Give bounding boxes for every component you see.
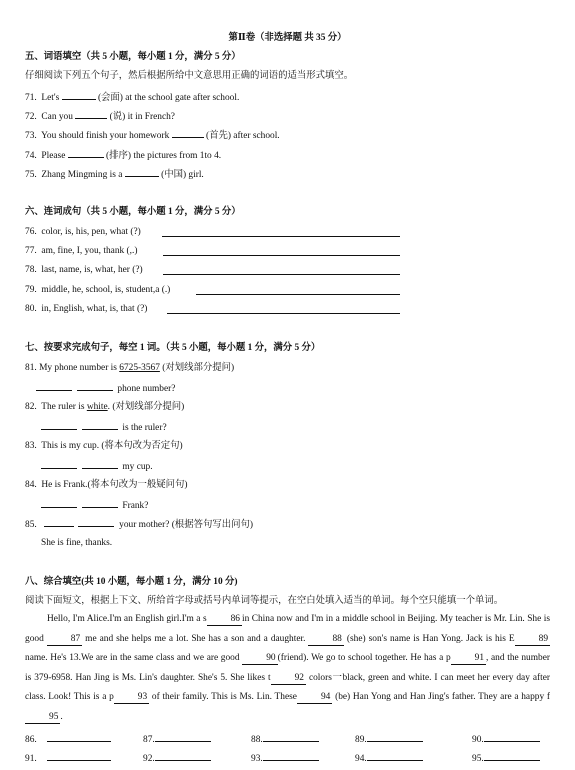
- question-72: 72. Can you (说) it in French?: [25, 109, 175, 123]
- question-79: 79. middle, he, school, is, student,a (.): [25, 285, 171, 295]
- answer-82: is the ruler?: [41, 420, 167, 434]
- answer-line-80[interactable]: [167, 313, 400, 314]
- answer-blank-83a[interactable]: [41, 459, 77, 469]
- answer-slot-91[interactable]: 91.: [25, 751, 111, 765]
- answer-blank-71[interactable]: [62, 90, 96, 100]
- section-6-title: 六、连词成句（共 5 小题，每小题 1 分，满分 5 分）: [25, 207, 241, 217]
- question-82: 82. The ruler is white. (对划线部分提问): [25, 402, 185, 412]
- answer-blank-85b[interactable]: [78, 517, 114, 527]
- cloze-passage: Hello, I'm Alice.I'm an English girl.I'm a s 86 in China now and I'm in a middle school in Beijing. My teacher is Mr. Lin. She is good 87 me and she helps me a lot. She has a son and a daughter. 88 (she) son's name is Han Yong. Jack is his E 89 name. He's 13.We are in the same class and we are good 90 (friend). We go to school together. He has a p 91 , and the number is 379-6958. Han Jing is Ms. Lin's daughter. She's 5. She likes t 92 colors一black, green and white. I can meet her every day after class. Look! This is a p 93 of their family. This is Ms. Lin. These 94 (be) Han Yong and Han Jing's father. They are a happy f95 .: [25, 614, 551, 722]
- answer-83: my cup.: [41, 459, 153, 473]
- answer-blank-81a[interactable]: [36, 381, 72, 391]
- answer-blank-84a[interactable]: [41, 498, 77, 508]
- answer-blank-82a[interactable]: [41, 420, 77, 430]
- question-85: 85. your mother? (根据答句写出问句): [25, 517, 253, 531]
- reply-85: She is fine, thanks.: [41, 538, 113, 548]
- answer-slot-93[interactable]: 93.: [251, 751, 319, 765]
- section-8-title: 八、综合填空(共 10 小题，每小题 1 分，满分 10 分): [25, 577, 238, 587]
- cloze-blank-93[interactable]: 93: [114, 691, 149, 704]
- answer-slot-95[interactable]: 95.: [472, 751, 540, 765]
- section-7-title: 七、按要求完成句子，每空 1 词。（共 5 小题，每小题 1 分，满分 5 分）: [25, 343, 321, 353]
- answer-blank-84b[interactable]: [82, 498, 118, 508]
- question-84: 84. He is Frank.(将本句改为一般疑问句): [25, 480, 188, 490]
- section-8-instruction: 阅读下面短文，根据上下文、所给首字母或括号内单词等提示，在空白处填入适当的单词。每个空只能填一个单词。: [25, 596, 504, 606]
- cloze-blank-92[interactable]: 92: [271, 672, 306, 685]
- answer-slot-94[interactable]: 94.: [355, 751, 423, 765]
- question-81: 81. My phone number is 6725-3567 (对划线部分提问): [25, 363, 235, 373]
- answer-blank-74[interactable]: [68, 148, 104, 158]
- answer-line-77[interactable]: [163, 255, 400, 256]
- question-73: 73. You should finish your homework (首先) after school.: [25, 128, 280, 142]
- cloze-blank-91[interactable]: 91: [451, 652, 486, 665]
- answer-blank-73[interactable]: [172, 128, 204, 138]
- question-78: 78. last, name, is, what, her (?): [25, 265, 143, 275]
- cloze-blank-90[interactable]: 90: [242, 652, 277, 665]
- answer-slot-90[interactable]: 90.: [472, 732, 540, 746]
- answer-blank-82b[interactable]: [82, 420, 118, 430]
- answer-line-76[interactable]: [162, 236, 400, 237]
- question-76: 76. color, is, his, pen, what (?): [25, 227, 141, 237]
- answer-81: phone number?: [36, 381, 175, 395]
- answer-84: Frank?: [41, 498, 148, 512]
- answer-line-78[interactable]: [163, 274, 400, 275]
- section-5-title: 五、词语填空（共 5 小题，每小题 1 分，满分 5 分）: [25, 52, 241, 62]
- question-77: 77. am, fine, I, you, thank (,.): [25, 246, 138, 256]
- answer-blank-83b[interactable]: [82, 459, 118, 469]
- answer-blank-85a[interactable]: [44, 517, 74, 527]
- cloze-blank-87[interactable]: 87: [47, 633, 82, 646]
- section-5-instruction: 仔细阅读下列五个句子，然后根据所给中文意思用正确的词语的适当形式填空。: [25, 71, 354, 81]
- answer-blank-75[interactable]: [125, 167, 159, 177]
- cloze-blank-88[interactable]: 88: [308, 633, 343, 646]
- answer-blank-72[interactable]: [75, 109, 107, 119]
- question-74: 74. Please (排序) the pictures from 1to 4.: [25, 148, 221, 162]
- answer-slot-92[interactable]: 92.: [143, 751, 211, 765]
- answer-slot-87[interactable]: 87.: [143, 732, 211, 746]
- answer-blank-81b[interactable]: [77, 381, 113, 391]
- question-71: 71. Let's (会面) at the school gate after school.: [25, 90, 239, 104]
- cloze-blank-89[interactable]: 89: [515, 633, 550, 646]
- question-80: 80. in, English, what, is, that (?): [25, 304, 148, 314]
- cloze-blank-95[interactable]: 95: [25, 711, 60, 724]
- cloze-blank-94[interactable]: 94: [297, 691, 332, 704]
- question-83: 83. This is my cup. (将本句改为否定句): [25, 441, 183, 451]
- answer-slot-86[interactable]: 86.: [25, 732, 111, 746]
- cloze-blank-86[interactable]: 86: [207, 613, 242, 626]
- answer-slot-88[interactable]: 88.: [251, 732, 319, 746]
- underlined-phone-number: 6725-3567: [119, 363, 160, 373]
- underlined-color: white: [86, 402, 108, 412]
- answer-line-79[interactable]: [196, 294, 400, 295]
- part-title: 第Ⅱ卷（非选择题 共 35 分）: [228, 33, 347, 43]
- answer-slot-89[interactable]: 89.: [355, 732, 423, 746]
- question-75: 75. Zhang Mingming is a (中国) girl.: [25, 167, 204, 181]
